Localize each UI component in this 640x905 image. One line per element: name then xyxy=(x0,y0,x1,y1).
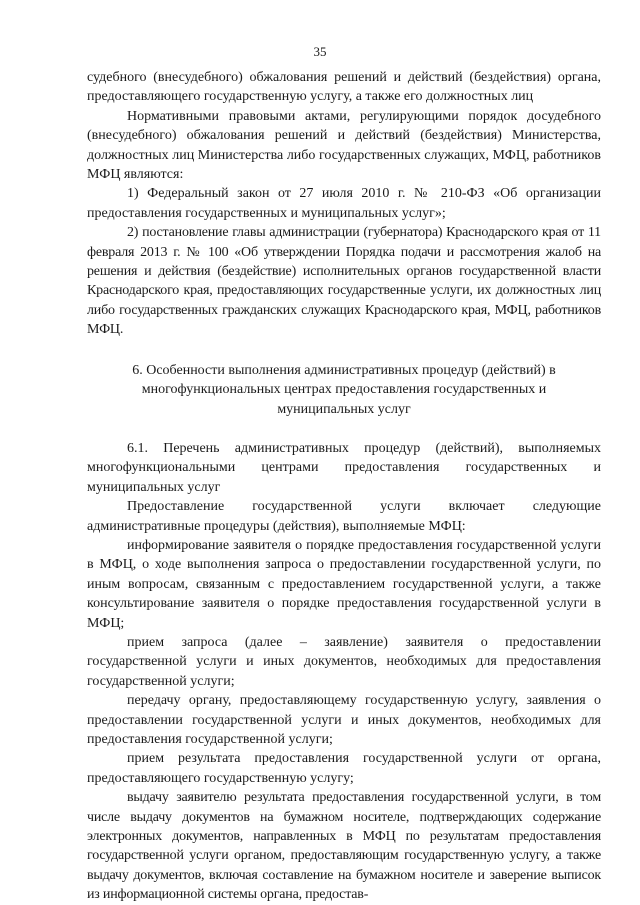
paragraph-issuing-result: выдачу заявителю результата предоставления государственной услуги, в том числе выдачу документов на бумажном носителе, подтверждающих содержание электронных документов, направленных в МФЦ по результатам предоставления государственной услуги органом, предоставляющим государственную услугу, а также выдачу документов, включая составление на бумажном носителе и заверение выписок из информационной системы органа, предостав- xyxy=(87,790,601,903)
document-body xyxy=(87,68,601,905)
paragraph-procedures-list: 6.1. Перечень административных процедур (действий), выполняемых многофункциональными центрами предоставления государственных и муниципальных услуг xyxy=(87,440,601,495)
paragraph-receiving-result: прием результата предоставления государственной услуги от органа, предоставляющего государственную услугу; xyxy=(87,751,601,786)
paragraph-transfer: передачу органу, предоставляющему государственную услугу, заявления о предоставлении государственной услуги и иных документов, необходимых для предоставления государственной услуги; xyxy=(87,693,601,747)
paragraph-receiving-request: прием запроса (далее – заявление) заявителя о предоставлении государственной услуги и иных документов, необходимых для предоставления государственной услуги; xyxy=(87,634,601,689)
paragraph-service-includes: Предоставление государственной услуги включает следующие административные процедуры (действия), выполняемые МФЦ: xyxy=(87,499,601,534)
page-number: 35 xyxy=(313,44,327,59)
paragraph-federal-law: 1) Федеральный закон от 27 июля 2010 г. № 210-ФЗ «Об организации предоставления государственных и муниципальных услуг»; xyxy=(87,186,601,221)
paragraph-continuation: судебного (внесудебного) обжалования решений и действий (бездействия) органа, предоставляющего государственную услугу, а также его должностных лиц xyxy=(87,70,601,105)
section-heading: 6. Особенности выполнения административных процедур (действий) в многофункциональных центрах предоставления государственных и муниципальных услуг xyxy=(132,362,556,417)
paragraph-governor-decree: 2) постановление главы администрации (губернатора) Краснодарского края от 11 февраля 2013 г. № 100 «Об утверждении Порядка подачи и рассмотрения жалоб на решения и действия (бездействие) исполнительных органов государственной власти Краснодарского края, предоставляющих государственные услуги, их должностных лиц либо государственных гражданских служащих Краснодарского края, МФЦ, работников МФЦ. xyxy=(87,225,601,338)
paragraph-informing: информирование заявителя о порядке предоставления государственной услуги в МФЦ, о ходе выполнения запроса о предоставлении государственной услуги, по иным вопросам, связанным с предоставлением государственной услуги, а также консультирование заявителя о порядке предоставления государственной услуги в МФЦ; xyxy=(87,537,601,631)
paragraph-normative-acts: Нормативными правовыми актами, регулирующими порядок досудебного (внесудебного) обжалования решений и действий (бездействия) Министерства, должностных лиц Министерства либо государственных служащих, МФЦ, работников МФЦ являются: xyxy=(87,108,601,183)
